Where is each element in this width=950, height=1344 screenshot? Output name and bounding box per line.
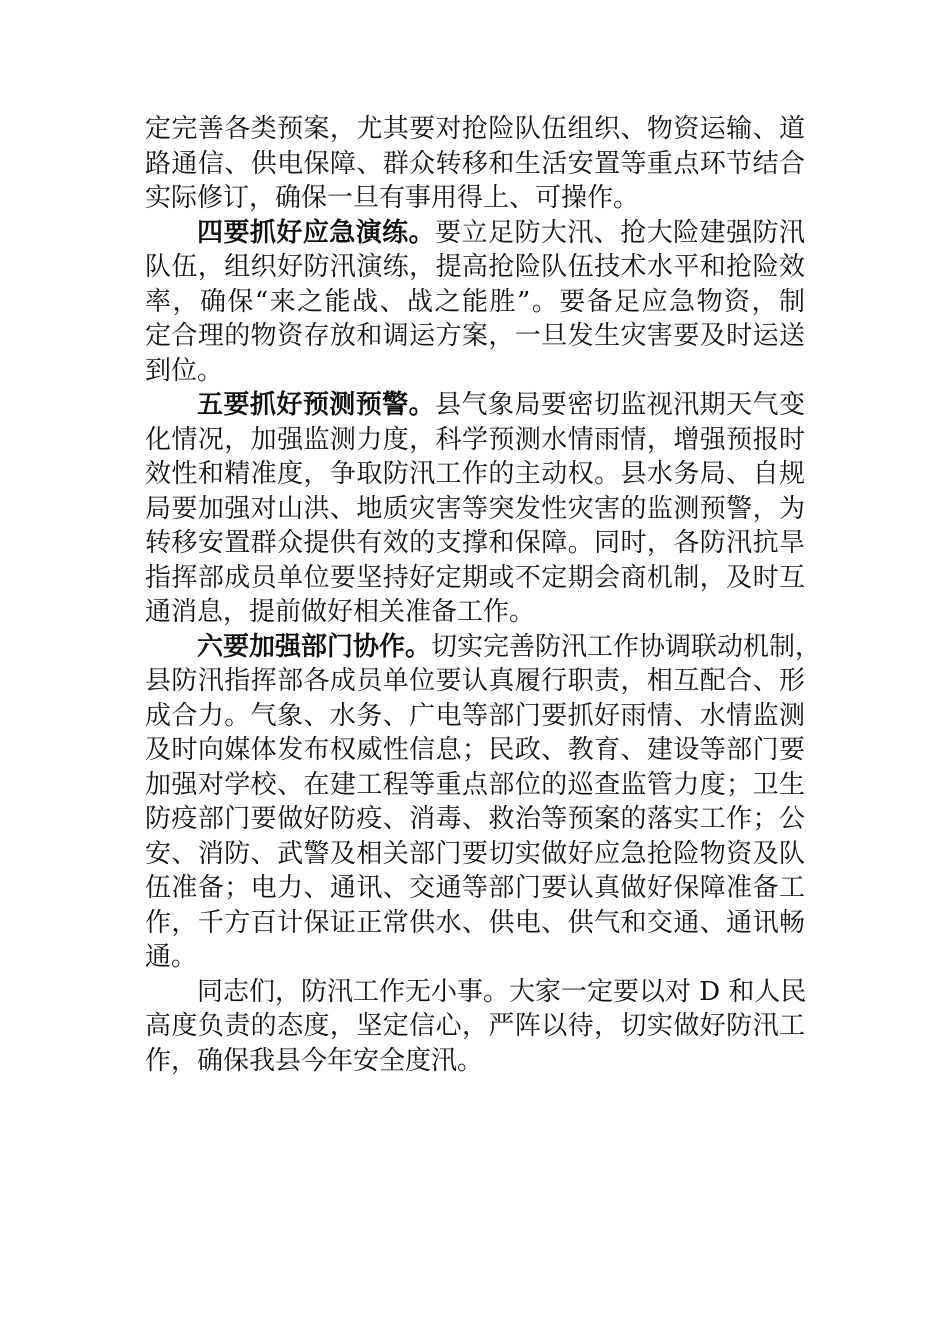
text-line [145,319,805,354]
text-line [145,1009,805,1044]
text-line [145,457,805,492]
text-segment: 路通信、供电保障、群众转移和生活安置等重点环节结合 [145,148,805,179]
text-segment: 切实完善防汛工作协调联动机制， [431,631,822,662]
text-segment: 到位。 [145,355,224,386]
text-segment: 作，千方百计保证正常供水、供电、供气和交通、通讯畅 [145,907,805,938]
text-line [145,285,805,320]
text-segment: 加强对学校、在建工程等重点部位的巡查监管力度；卫生 [145,769,805,800]
text-segment: 效性和精准度，争取防汛工作的主动权。县水务局、自规 [145,459,805,489]
text-segment: 同志们，防汛工作无小事。大家一定要以对 D 和人民 [197,976,807,1007]
text-line [145,871,805,906]
text-segment: 防疫部门要做好防疫、消毒、救治等预案的落实工作；公 [145,804,805,834]
text-segment: 实际修订，确保一旦有事用得上、可操作。 [145,183,640,213]
text-segment: 安、消防、武警及相关部门要切实做好应急抢险物资及队 [145,838,805,869]
text-line [145,1044,805,1079]
text-segment: 队伍，组织好防汛演练，提高抢险队伍技术水平和抢险效 [145,252,805,282]
text-segment: 高度负责的态度，坚定信心，严阵以待，切实做好防汛工 [145,1011,805,1041]
text-segment: 转移安置群众提供有效的支撑和保障。同时，各防汛抗旱 [145,528,805,558]
text-line [145,526,805,561]
text-line [145,630,822,665]
text-line [145,595,805,630]
section-heading: 六要加强部门协作。 [197,631,432,662]
text-segment: 县气象局要密切监视汛期天气变 [435,390,805,420]
text-segment: 伍准备；电力、通讯、交通等部门要认真做好保障准备工 [145,873,805,903]
text-segment: 要立足防大汛、抢大险建强防汛 [435,217,805,248]
text-line [145,664,805,699]
text-segment: 通。 [145,942,198,972]
text-line [145,699,805,734]
text-line [145,147,805,182]
text-segment: 定完善各类预案，尤其要对抢险队伍组织、物资运输、道 [145,114,805,144]
text-line [145,837,805,872]
text-line [145,940,805,975]
text-segment: 局要加强对山洪、地质灾害等突发性灾害的监测预警，为 [145,493,805,524]
text-segment: 率，确保“来之能战、战之能胜”。要备足应急物资，制 [145,286,805,317]
text-line [145,906,805,941]
paragraph [145,216,805,389]
text-segment: 定合理的物资存放和调运方案，一旦发生灾害要及时运送 [145,321,805,351]
text-line [145,492,805,527]
text-line [145,181,805,216]
section-heading: 四要抓好应急演练。 [197,217,436,248]
section-heading: 五要抓好预测预警。 [197,390,436,420]
text-segment: 通消息，提前做好相关准备工作。 [145,597,536,627]
text-line [145,733,805,768]
text-line [145,112,805,147]
text-line [145,768,805,803]
text-line [145,388,805,423]
text-line [145,250,805,285]
text-line [145,216,805,251]
text-segment: 化情况，加强监测力度，科学预测水情雨情，增强预报时 [145,424,805,455]
paragraph [145,388,805,630]
text-line [145,975,805,1010]
text-line [145,354,805,389]
paragraph [145,975,805,1079]
document-body [145,112,822,1078]
paragraph [145,630,822,975]
text-segment: 县防汛指挥部各成员单位要认真履行职责，相互配合、形 [145,666,805,696]
paragraph [145,112,805,216]
text-segment: 及时向媒体发布权威性信息；民政、教育、建设等部门要 [145,735,805,765]
text-segment: 指挥部成员单位要坚持好定期或不定期会商机制，及时互 [145,562,805,593]
text-segment: 作，确保我县今年安全度汛。 [145,1045,484,1076]
text-line [145,802,805,837]
text-line [145,561,805,596]
text-segment: 成合力。气象、水务、广电等部门要抓好雨情、水情监测 [145,700,805,731]
text-line [145,423,805,458]
